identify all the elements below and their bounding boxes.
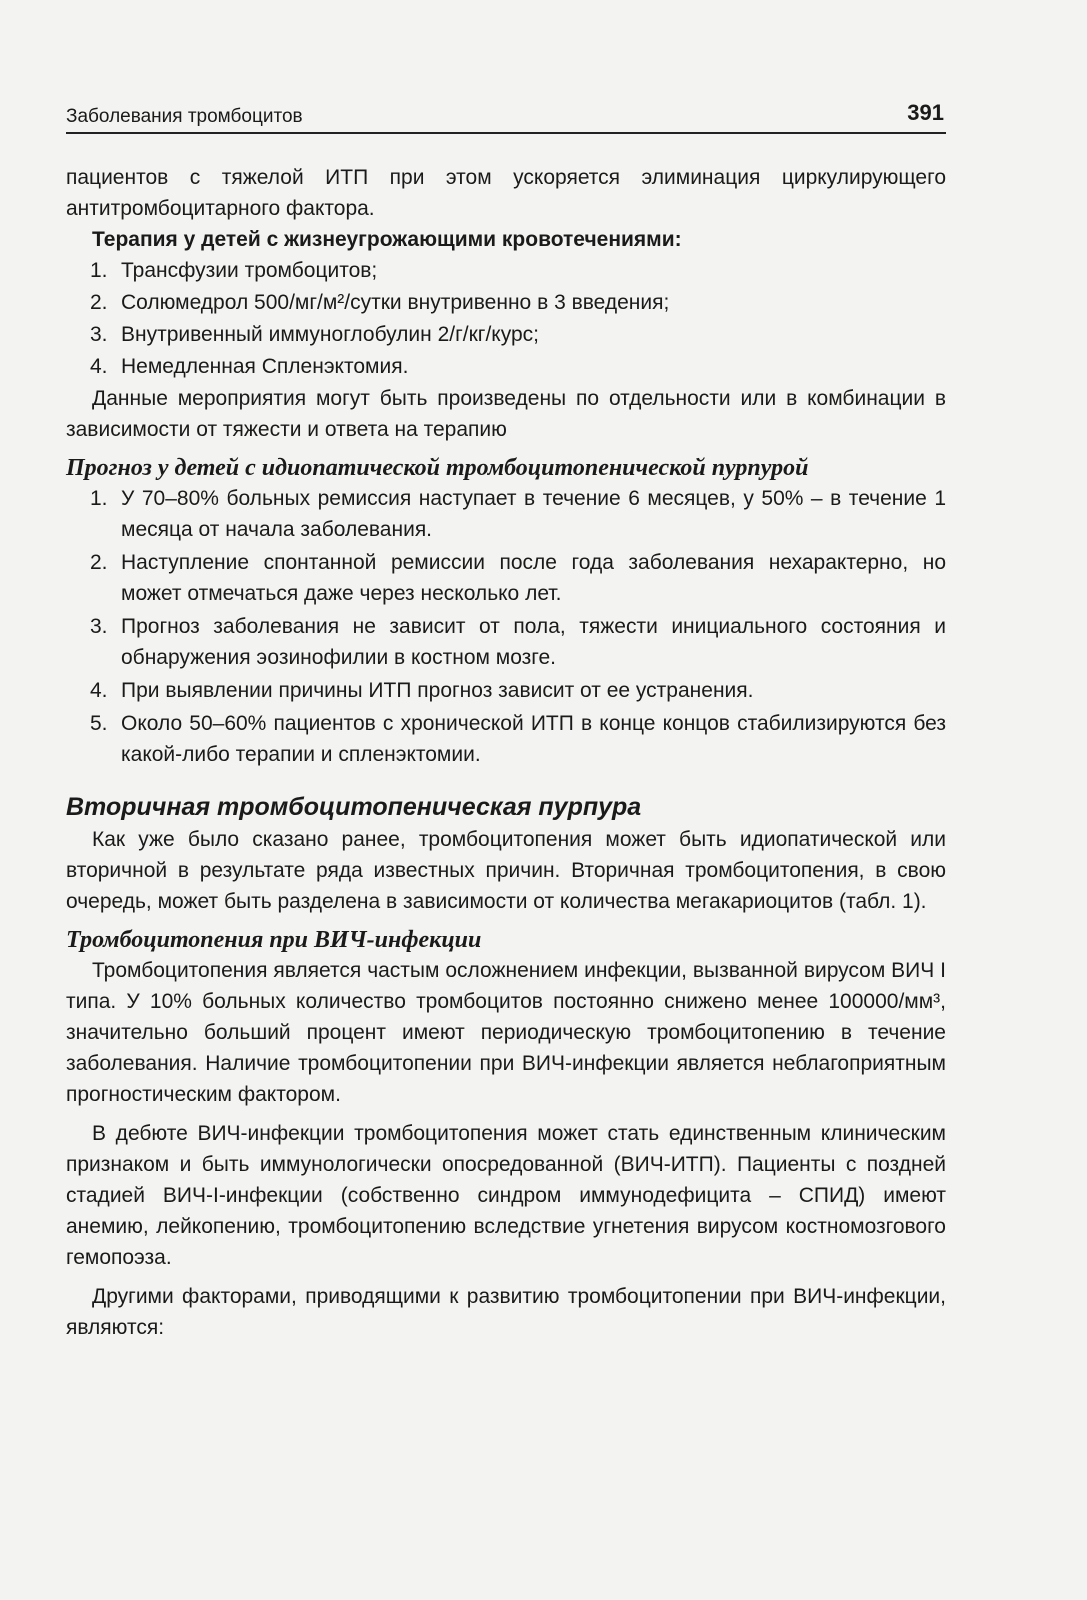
- item-number: 1.: [90, 487, 108, 510]
- item-number: 3.: [90, 615, 108, 638]
- page-number: 391: [907, 100, 944, 125]
- item-text: При выявлении причины ИТП прогноз зависит от ее устранения.: [121, 679, 754, 702]
- running-title: Заболевания тромбоцитов: [66, 106, 303, 127]
- running-header: [66, 96, 946, 134]
- therapy-note: Данные мероприятия могут быть произведены по отдельности или в комбинации в зависимости от тяжести и ответа на терапию: [66, 387, 946, 441]
- item-text: У 70–80% больных ремиссия наступает в течение 6 месяцев, у 50% – в течение 1 месяца от начала заболевания.: [121, 487, 946, 541]
- prognosis-heading: Прогноз у детей с идиопатической тромбоцитопенической пурпурой: [66, 455, 809, 481]
- item-number: 3.: [90, 323, 108, 346]
- item-number: 4.: [90, 679, 108, 702]
- hiv-paragraph-1: Тромбоцитопения является частым осложнением инфекции, вызванной вирусом ВИЧ I типа. У 10% больных количество тромбоцитов постоянно снижено менее 100000/мм³, значительно больший процент имеют периодическую тромбоцитопению в течение заболевания. Наличие тромбоцитопении при ВИЧ-инфекции является неблагоприятным прогностическим фактором.: [66, 959, 946, 1106]
- item-text: Солюмедрол 500/мг/м²/сутки внутривенно в 3 введения;: [121, 291, 670, 314]
- secondary-paragraph: Как уже было сказано ранее, тромбоцитопения может быть идиопатической или вторичной в результате ряда известных причин. Вторичная тромбоцитопения, в свою очередь, может быть разделена в зависимости от количества мегакариоцитов (табл. 1).: [66, 828, 946, 913]
- list-item: [66, 708, 946, 770]
- item-number: 1.: [90, 259, 108, 282]
- list-item: [66, 287, 946, 318]
- item-text: Трансфузии тромбоцитов;: [121, 259, 378, 282]
- secondary-heading: Вторичная тромбоцитопеническая пурпура: [66, 793, 642, 821]
- list-item: [66, 611, 946, 673]
- item-text: Немедленная Спленэктомия.: [121, 355, 409, 378]
- list-item: [66, 483, 946, 545]
- list-item: [66, 319, 946, 350]
- therapy-heading: Терапия у детей с жизнеугрожающими кровотечениями:: [92, 228, 682, 251]
- intro-paragraph: пациентов с тяжелой ИТП при этом ускоряется элиминация циркулирующего антитромбоцитарного фактора.: [66, 166, 946, 220]
- item-number: 2.: [90, 551, 108, 574]
- list-item: [66, 675, 946, 706]
- item-number: 2.: [90, 291, 108, 314]
- item-text: Внутривенный иммуноглобулин 2/г/кг/курс;: [121, 323, 539, 346]
- page-body: [66, 162, 946, 1343]
- therapy-list: [66, 255, 946, 382]
- hiv-paragraph-2: В дебюте ВИЧ-инфекции тромбоцитопения может стать единственным клиническим признаком и быть иммунологически опосредованной (ВИЧ-ИТП). Пациенты с поздней стадией ВИЧ-I-инфекции (собственно синдром иммунодефицита – СПИД) имеют анемию, лейкопению, тромбоцитопению вследствие угнетения вирусом костномозгового гемопоэза.: [66, 1122, 946, 1269]
- list-item: [66, 547, 946, 609]
- item-text: Наступление спонтанной ремиссии после года заболевания нехарактерно, но может отмечаться даже через несколько лет.: [121, 551, 946, 605]
- item-number: 5.: [90, 712, 108, 735]
- prognosis-list: [66, 483, 946, 770]
- list-item: [66, 255, 946, 286]
- list-item: [66, 351, 946, 382]
- item-number: 4.: [90, 355, 108, 378]
- hiv-paragraph-3: Другими факторами, приводящими к развитию тромбоцитопении при ВИЧ-инфекции, являются:: [66, 1285, 946, 1339]
- item-text: Прогноз заболевания не зависит от пола, тяжести инициального состояния и обнаружения эозинофилии в костном мозге.: [121, 615, 946, 669]
- hiv-heading: Тромбоцитопения при ВИЧ-инфекции: [66, 927, 482, 953]
- item-text: Около 50–60% пациентов с хронической ИТП в конце концов стабилизируются без какой-либо терапии и спленэктомии.: [121, 712, 946, 766]
